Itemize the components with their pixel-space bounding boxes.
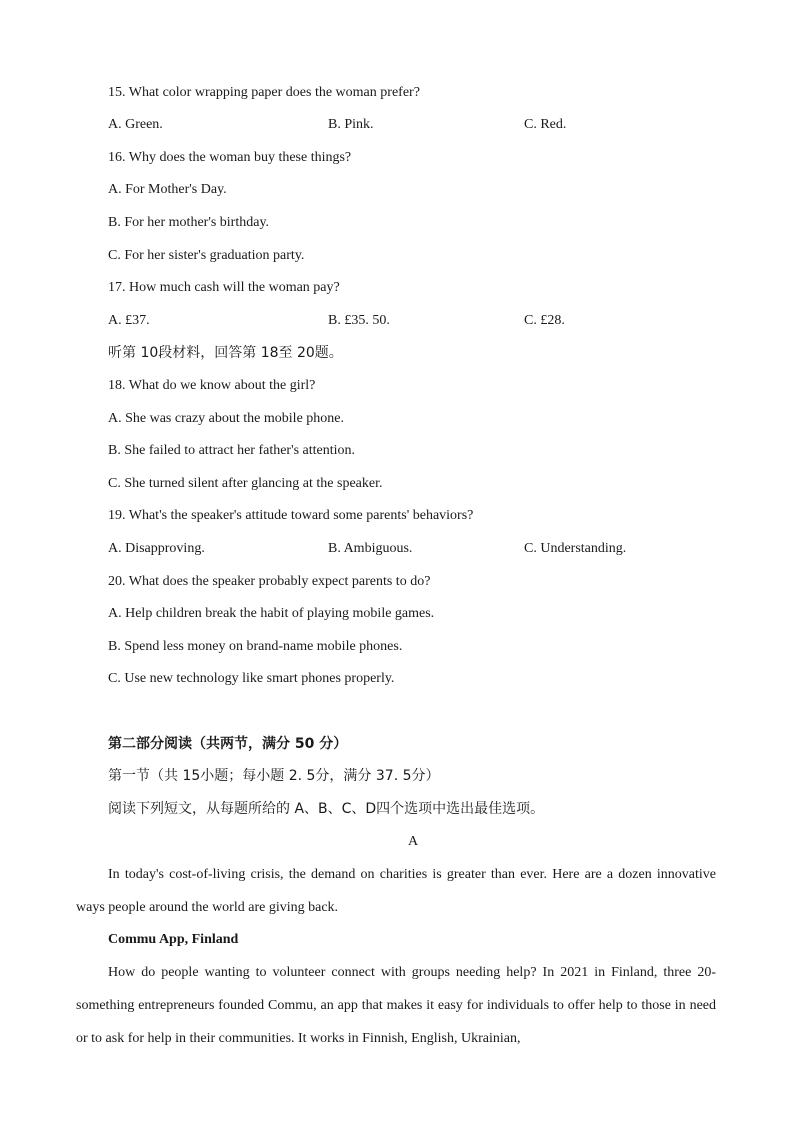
q18-option-a: A. She was crazy about the mobile phone. xyxy=(108,411,344,426)
question-20: 20. What does the speaker probably expect parents to do? xyxy=(108,574,431,589)
q17-option-b: B. £35. 50. xyxy=(328,313,390,328)
question-18: 18. What do we know about the girl? xyxy=(108,378,316,393)
question-16: 16. Why does the woman buy these things? xyxy=(108,150,352,165)
q19-option-a: A. Disapproving. xyxy=(108,541,205,556)
q16-option-c: C. For her sister's graduation party. xyxy=(108,248,305,263)
q16-option-a: A. For Mother's Day. xyxy=(108,182,227,197)
q16-option-b: B. For her mother's birthday. xyxy=(108,215,270,230)
q19-option-c: C. Understanding. xyxy=(524,541,627,556)
q18-option-c: C. She turned silent after glancing at the speaker. xyxy=(108,476,383,491)
passage-intro: In today's cost-of-living crisis, the demand on charities is greater than ever. Here are a dozen innovative ways people around the world are giving back. xyxy=(76,867,716,915)
reading-instruction: 阅读下列短文，从每题所给的 A、B、C、D四个选项中选出最佳选项。 xyxy=(108,801,545,817)
question-15: 15. What color wrapping paper does the woman prefer? xyxy=(108,85,420,100)
question-19: 19. What's the speaker's attitude toward some parents' behaviors? xyxy=(108,508,474,523)
q15-option-b: B. Pink. xyxy=(328,117,374,132)
passage-label: A xyxy=(407,834,419,849)
section-one-title: 第一节（共 15小题；每小题 2. 5分，满分 37. 5分） xyxy=(108,768,440,784)
section-10-instruction: 听第 10段材料，回答第 18至 20题。 xyxy=(108,345,343,361)
q17-option-a: A. £37. xyxy=(108,313,150,328)
q15-option-c: C. Red. xyxy=(524,117,567,132)
passage-subheading: Commu App, Finland xyxy=(108,932,239,947)
q20-option-b: B. Spend less money on brand-name mobile phones. xyxy=(108,639,403,654)
q15-option-a: A. Green. xyxy=(108,117,163,132)
part-two-title: 第二部分阅读（共两节，满分 50 分） xyxy=(108,736,348,752)
passage-paragraph: How do people wanting to volunteer connect with groups needing help? In 2021 in Finland, three 20-something entrepreneurs founded Commu, an app that makes it easy for individuals to offer help to those in need or to ask for help in their communities. It works in Finnish, English, Ukrainian, xyxy=(76,965,716,1046)
q20-option-a: A. Help children break the habit of playing mobile games. xyxy=(108,606,435,621)
q18-option-b: B. She failed to attract her father's attention. xyxy=(108,443,356,458)
q19-option-b: B. Ambiguous. xyxy=(328,541,413,556)
question-17: 17. How much cash will the woman pay? xyxy=(108,280,340,295)
q20-option-c: C. Use new technology like smart phones properly. xyxy=(108,671,395,686)
q17-option-c: C. £28. xyxy=(524,313,565,328)
